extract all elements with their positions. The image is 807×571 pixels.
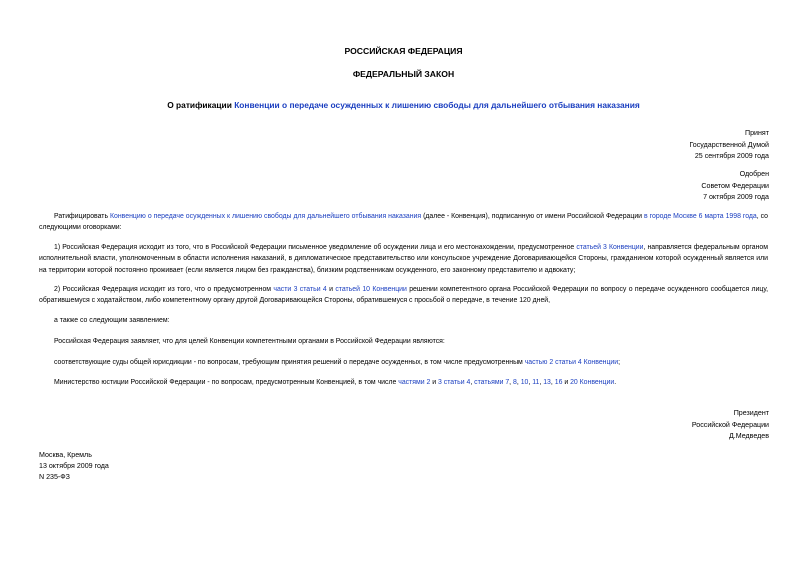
paragraph-ministry [39, 377, 768, 388]
paragraph-text: , со следующими оговорками: [39, 213, 769, 232]
article-10-link[interactable]: статьей 10 Конвенции [335, 286, 407, 293]
paragraph-reservation-2 [39, 284, 768, 307]
article-10-link[interactable]: 10 [520, 379, 529, 386]
part-3-article-4-link[interactable]: части 3 статьи 4 [273, 286, 327, 293]
country-heading: РОССИЙСКАЯ ФЕДЕРАЦИЯ [344, 46, 463, 56]
paragraph-text: 2) Российская Федерация исходит из того, что о предусмотренном [54, 286, 274, 293]
paragraph-text: и [326, 286, 336, 293]
article-13-link[interactable]: 13 [543, 379, 551, 386]
law-title-prefix: О ратификации [167, 100, 235, 110]
article-3-link[interactable]: статьей 3 Конвенции [576, 244, 644, 251]
paragraph-statement [39, 336, 768, 347]
signature-country: Российской Федерации [691, 420, 769, 429]
convention-link[interactable]: Конвенцию о передаче осужденных к лишению свободы для дальнейшего отбывания наказания [110, 213, 422, 220]
paragraph-ratify [39, 211, 768, 234]
paragraph-text: (далее - Конвенция), подписанную от имени Российской Федерации [421, 213, 644, 220]
signing-date: 13 октября 2009 года [39, 462, 109, 470]
article-7-link[interactable]: статьями 7 [474, 379, 510, 386]
adopted-date: 25 сентября 2009 года [694, 152, 769, 161]
paragraph-text: и [562, 379, 571, 386]
approved-label: Одобрен [739, 170, 769, 178]
adopted-label: Принят [744, 129, 769, 137]
doc-type-heading: ФЕДЕРАЛЬНЫЙ ЗАКОН [352, 69, 455, 79]
paragraph-text: , [516, 379, 521, 386]
signature-name: Д.Медведев [728, 432, 769, 441]
paragraph-text: , направляется федеральным органом исполнительной власти, уполномоченным в области исполнения наказаний, в дипломатическое представительство или консульское учреждение Договаривающейся Стороны, гражданином которой осужденный является или на территории которой постоянно проживает (если является лицом без гражданства), близким родственникам осужденного, его законному представителю и адвокату; [39, 244, 768, 274]
article-11-link[interactable]: 11 [532, 379, 540, 386]
paragraph-text: , [539, 379, 544, 386]
adopted-body: Государственной Думой [689, 140, 769, 149]
approved-body: Советом Федерации [701, 181, 769, 190]
paragraph-text: а также со следующим заявлением: [54, 317, 170, 324]
paragraph-text: , [509, 379, 514, 386]
paragraph-courts [39, 357, 768, 368]
approved-block [701, 169, 769, 204]
paragraph-statement-intro [39, 315, 768, 326]
parts-2-link[interactable]: частями 2 [398, 379, 431, 386]
paragraph-reservation-1 [39, 242, 768, 276]
paragraph-text: ; [618, 359, 621, 366]
paragraph-text: 1) Российская Федерация исходит из того, что в Российской Федерации письменное уведомление об осуждении лица и его местонахождении, предусмотренное [54, 244, 577, 251]
signing-place: Москва, Кремль [39, 451, 92, 459]
part-2-article-4-link[interactable]: частью 2 статьи 4 Конвенции [524, 359, 619, 366]
law-title [0, 100, 807, 110]
paragraph-text: решении компетентного органа Российской Федерации по вопросу о передаче осужденного сообщается лицу, обратившемуся с ходатайством, либо компетентному органу другой Договаривающейся Стороны, обратившемуся с просьбой о передаче, в течение 120 дней, [39, 286, 769, 305]
paragraph-text: Российская Федерация заявляет, что для целей Конвенции компетентными органами в Российской Федерации являются: [54, 338, 445, 345]
article-16-link[interactable]: 16 [554, 379, 563, 386]
paragraph-text: соответствующие суды общей юрисдикции - по вопросам, требующим принятия решений о передаче осужденных, в том числе предусмотренным [54, 359, 525, 366]
paragraph-text: Ратифицировать [54, 213, 111, 220]
signature-block [692, 408, 769, 443]
signature-title: Президент [733, 409, 769, 417]
paragraph-text: Министерство юстиции Российской Федерации - по вопросам, предусмотренным Конвенцией, в том числе [54, 379, 399, 386]
paragraph-text: и [430, 379, 439, 386]
paragraph-text: , [550, 379, 555, 386]
adopted-block [689, 128, 769, 163]
article-20-link[interactable]: 20 Конвенции [570, 379, 615, 386]
moscow-signing-link[interactable]: в городе Москве 6 марта 1998 года [644, 213, 757, 220]
place-date-block [39, 450, 109, 483]
law-number: N 235-ФЗ [39, 473, 70, 481]
paragraph-text: , [528, 379, 533, 386]
paragraph-text: , [470, 379, 475, 386]
paragraph-text: . [614, 379, 617, 386]
approved-date: 7 октября 2009 года [703, 193, 769, 202]
article-4-part-3-link[interactable]: 3 статьи 4 [438, 379, 471, 386]
convention-title-link[interactable]: Конвенции о передаче осужденных к лишению свободы для дальнейшего отбывания наказания [234, 100, 640, 110]
article-8-link[interactable]: 8 [513, 379, 517, 386]
